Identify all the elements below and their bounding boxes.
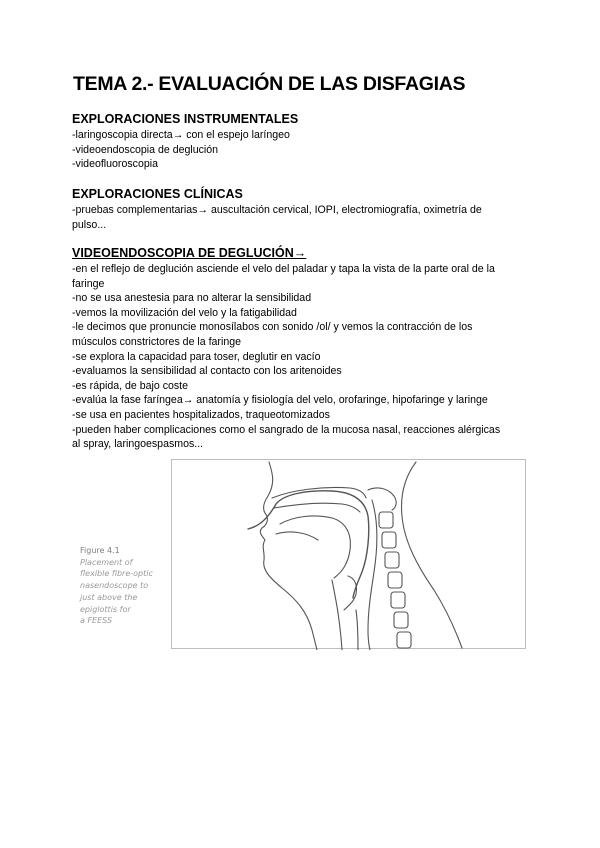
section-heading: VIDEOENDOSCOPIA DE DEGLUCIÓN→ [72,246,307,260]
figure-caption [80,545,168,627]
list-item: pulso... [72,218,107,231]
list-item: al spray, laringoespasmos... [72,438,204,451]
anatomy-figure [171,459,526,649]
caption-line: Placement of [80,557,133,567]
section-videoendoscopia [72,246,532,452]
vertebra [379,512,393,528]
list-item: -videoendoscopia de deglución [72,143,219,156]
esophagus [356,610,358,650]
list-item: -pueden haber complicaciones como el sangrado de la mucosa nasal, reacciones alérgicas [72,423,501,436]
list-item: -en el reflejo de deglución asciende el velo del paladar y tapa la vista de la parte oral de la [72,263,495,275]
list-item: faringe [72,277,105,290]
vertebra [391,592,405,608]
caption-line: nasendoscope to [80,581,149,591]
vertebra [388,572,402,588]
list-item: -laringoscopia directa→ con el espejo laríngeo [72,129,290,141]
section-exploraciones-instrumentales [72,112,532,172]
head-neck-sagittal-illustration [172,460,527,650]
list-item: -pruebas complementarias→ auscultación cervical, IOPI, electromiografía, oximetría de [72,204,482,216]
list-item: -evaluamos la sensibilidad al contacto con los aritenoides [72,365,342,378]
list-item: -se usa en pacientes hospitalizados, traqueotomizados [72,408,330,421]
caption-line: a FEESS [80,616,113,626]
list-item: -vemos la movilización del velo y la fatigabilidad [72,306,297,319]
hard-palate [274,503,360,512]
face-profile [260,462,317,650]
vertebra [382,532,396,548]
section-heading: EXPLORACIONES CLÍNICAS [72,187,243,201]
page-title: TEMA 2.- EVALUACIÓN DE LAS DISFAGIAS [73,73,466,95]
list-item: -no se usa anestesia para no alterar la sensibilidad [72,292,312,305]
neck-back [402,462,462,648]
tongue [280,516,350,578]
vertebra [394,612,408,628]
figure-label: Figure 4.1 [80,546,120,555]
trachea [332,580,342,650]
list-item: -se explora la capacidad para toser, deglutir en vacío [72,350,321,363]
vertebra [397,632,411,648]
vertebra [385,552,399,568]
pharynx-wall [368,500,377,650]
list-item: -videofluoroscopia [72,158,158,171]
list-item: -le decimos que pronuncie monosílabos con sonido /ol/ y vemos la contracción de los [72,321,473,334]
list-item: -evalúa la fase faríngea→ anatomía y fisiología del velo, orofaringe, hipofaringe y laringe [72,394,488,407]
section-exploraciones-clinicas [72,187,532,232]
oral-cavity [276,532,318,540]
list-item: -es rápida, de bajo coste [72,379,189,392]
list-item: músculos constrictores de la faringe [72,335,241,348]
caption-line: epiglottis for [80,604,131,614]
caption-line: just above the [80,592,138,602]
section-heading: EXPLORACIONES INSTRUMENTALES [72,112,299,126]
caption-line: flexible fibre-optic [80,569,153,579]
skull-base [368,488,396,510]
